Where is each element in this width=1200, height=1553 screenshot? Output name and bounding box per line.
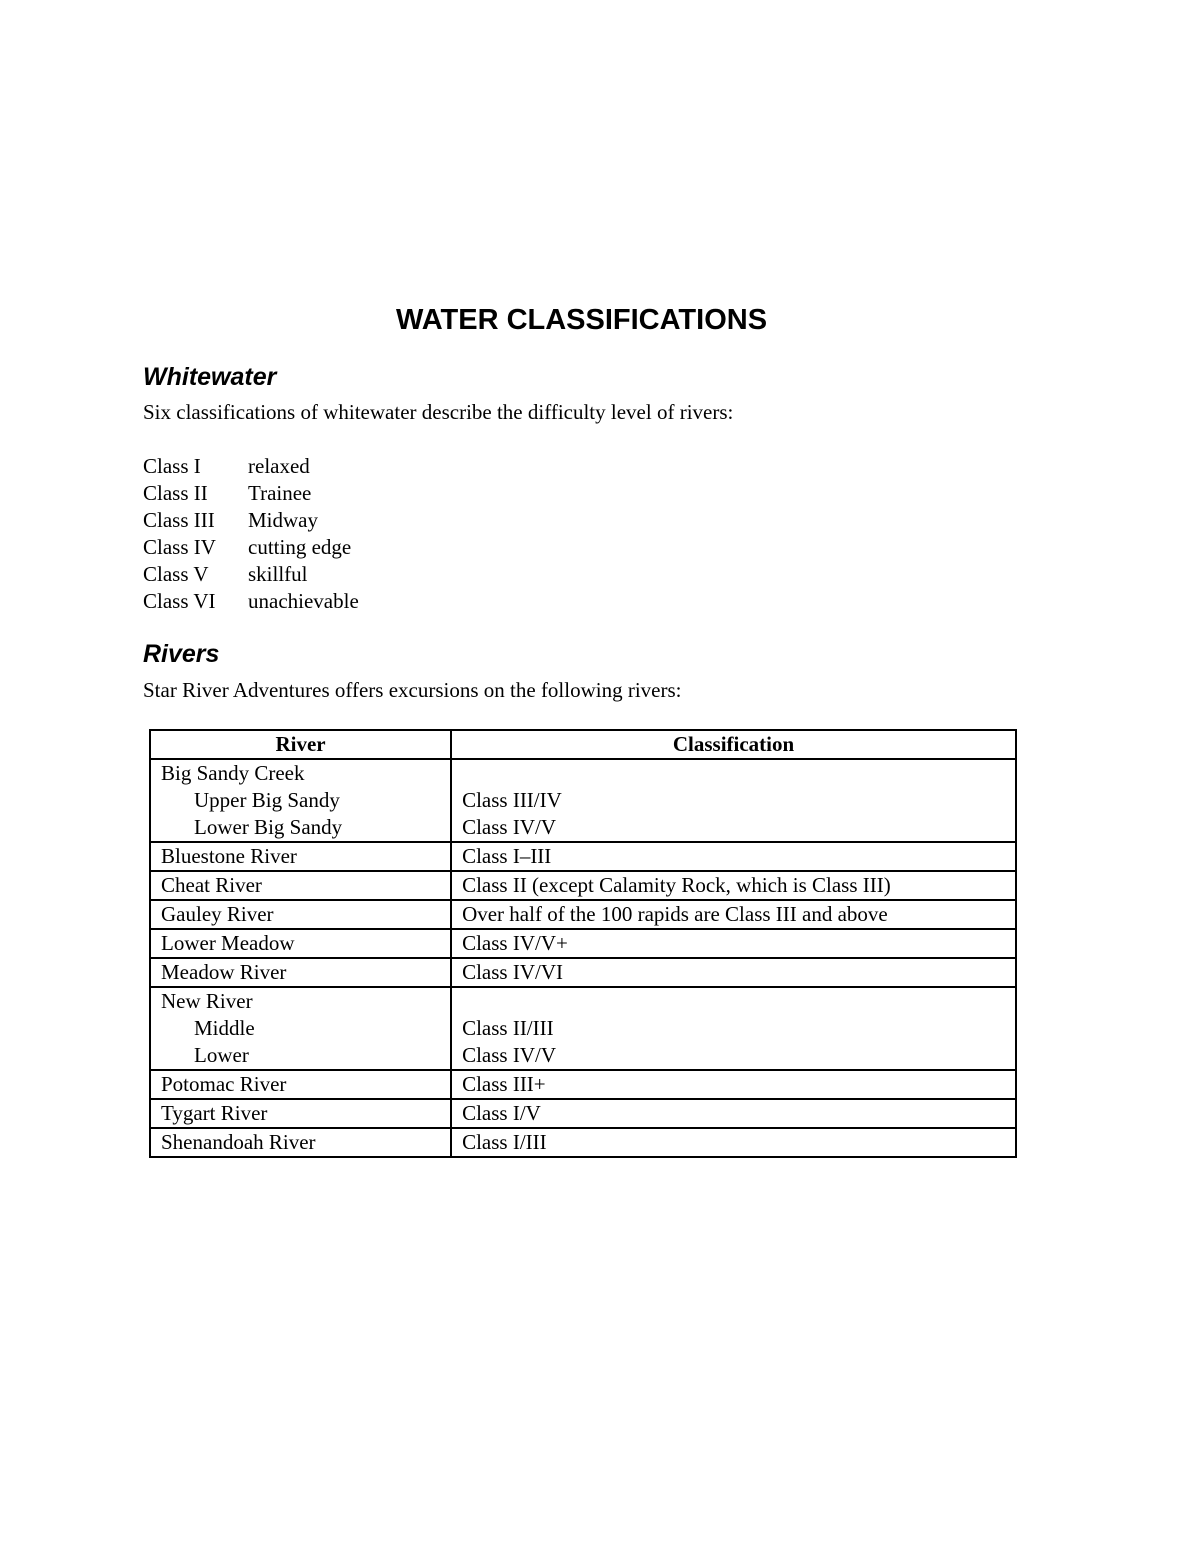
table-row	[150, 842, 1016, 871]
whitewater-heading: Whitewater	[143, 363, 277, 391]
rivers-heading: Rivers	[143, 640, 220, 668]
river-cell: Meadow River	[150, 958, 451, 987]
river-cell	[150, 759, 451, 842]
class-list-item	[143, 561, 359, 588]
classification-value	[462, 760, 1005, 787]
rivers-table	[149, 729, 1017, 1158]
sub-river-name: Middle	[194, 1016, 255, 1040]
table-row	[150, 1070, 1016, 1099]
sub-river-name: Upper Big Sandy	[194, 788, 340, 812]
classification-cell: Class IV/V+	[451, 929, 1016, 958]
river-cell: Gauley River	[150, 900, 451, 929]
classification-cell: Class IV/VI	[451, 958, 1016, 987]
river-cell: Lower Meadow	[150, 929, 451, 958]
whitewater-intro: Six classifications of whitewater describe the difficulty level of rivers:	[143, 400, 734, 424]
sub-classification-value: Class IV/V	[462, 815, 556, 839]
table-row	[150, 929, 1016, 958]
table-row	[150, 759, 1016, 842]
classification-cell	[451, 759, 1016, 842]
class-list-item	[143, 588, 359, 615]
table-row	[150, 1099, 1016, 1128]
table-row	[150, 1128, 1016, 1157]
class-list-item	[143, 534, 359, 561]
river-cell: Shenandoah River	[150, 1128, 451, 1157]
classification-cell: Over half of the 100 rapids are Class III and above	[451, 900, 1016, 929]
class-list-item	[143, 480, 359, 507]
class-name: Class IV	[143, 535, 216, 559]
class-desc: Trainee	[248, 481, 312, 505]
river-cell: Potomac River	[150, 1070, 451, 1099]
table-row	[150, 900, 1016, 929]
header-classification: Classification	[451, 730, 1016, 759]
river-cell: Cheat River	[150, 871, 451, 900]
river-cell: Tygart River	[150, 1099, 451, 1128]
header-river: River	[150, 730, 451, 759]
class-name: Class II	[143, 481, 208, 505]
classification-cell: Class I/V	[451, 1099, 1016, 1128]
classification-cell: Class I/III	[451, 1128, 1016, 1157]
class-list-item	[143, 453, 359, 480]
sub-classification-value: Class II/III	[462, 1016, 554, 1040]
class-desc: cutting edge	[248, 535, 352, 559]
sub-river-name: Lower	[194, 1043, 249, 1067]
class-name: Class V	[143, 562, 209, 586]
table-header-row	[150, 730, 1016, 759]
sub-classification-value: Class III/IV	[462, 788, 562, 812]
class-desc: relaxed	[248, 454, 310, 478]
river-cell: Bluestone River	[150, 842, 451, 871]
page-title: WATER CLASSIFICATIONS	[395, 304, 768, 336]
class-desc: unachievable	[248, 589, 359, 613]
rivers-intro: Star River Adventures offers excursions on the following rivers:	[143, 678, 682, 702]
class-name: Class VI	[143, 589, 216, 613]
river-name: New River	[161, 989, 253, 1013]
classification-cell: Class II (except Calamity Rock, which is Class III)	[451, 871, 1016, 900]
class-list	[143, 453, 359, 615]
table-row	[150, 958, 1016, 987]
table-row	[150, 871, 1016, 900]
sub-river-name: Lower Big Sandy	[194, 815, 343, 839]
class-name: Class I	[143, 454, 201, 478]
table-row	[150, 987, 1016, 1070]
class-list-item	[143, 507, 359, 534]
classification-cell	[451, 987, 1016, 1070]
classification-cell: Class III+	[451, 1070, 1016, 1099]
sub-classification-value: Class IV/V	[462, 1043, 556, 1067]
class-desc: Midway	[248, 508, 318, 532]
classification-cell: Class I–III	[451, 842, 1016, 871]
class-name: Class III	[143, 508, 215, 532]
class-desc: skillful	[248, 562, 308, 586]
river-name: Big Sandy Creek	[161, 761, 305, 785]
classification-value	[462, 988, 1005, 1015]
river-cell	[150, 987, 451, 1070]
